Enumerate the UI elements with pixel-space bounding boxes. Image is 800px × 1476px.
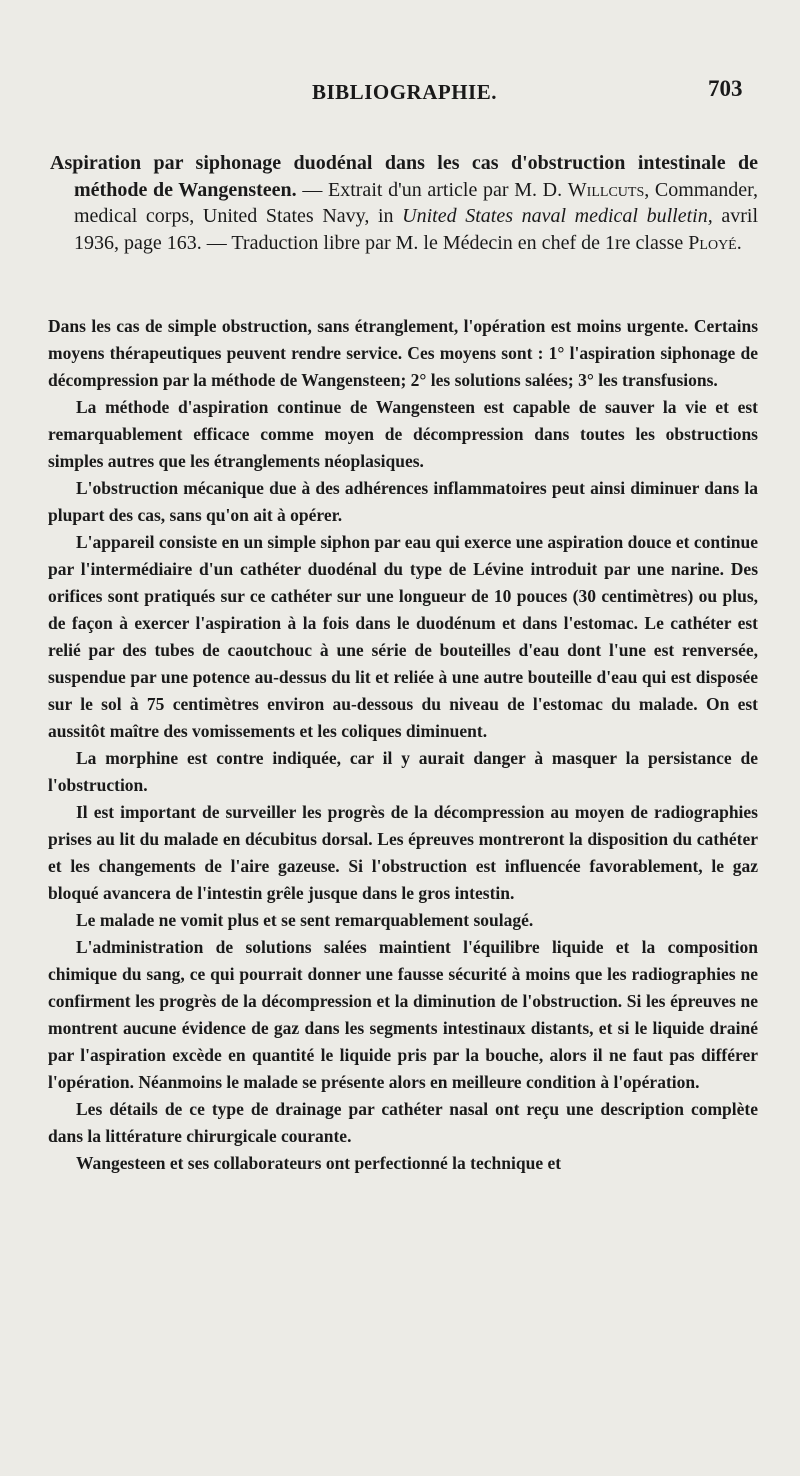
journal-name: United States naval medical bulletin, [402, 205, 713, 228]
paragraph-4: L'appareil consiste en un simple siphon par eau qui exerce une aspiration douce et continue par l'intermédiaire d'un cathéter duodénal du type de Lévine introduit par une narine. Des orifices sont pratiqués sur ce cathéter sur une longueur de 10 pouces (30 centimètres) ou plus, de façon à exercer l'aspiration à la fois dans le duodénum et dans l'estomac. Le cathéter est relié par des tubes de caoutchouc à une série de bouteilles d'eau dont l'une est renversée, suspendue par une potence au-dessus du lit et reliée à une autre bouteille d'eau qui est disposée sur le sol à 75 centimètres environ au-dessous du niveau de l'estomac du malade. On est aussitôt maître des vomissements et les coliques diminuent. [48, 532, 758, 741]
source-tail: avril 1936, page 163. — Traduction libre par M. le Médecin en chef de 1re classe [74, 205, 758, 254]
article-body [48, 313, 758, 1177]
article-citation [50, 150, 758, 256]
page-number: 703 [708, 76, 743, 101]
paragraph-2: La méthode d'aspiration continue de Wangensteen est capable de sauver la vie et est remarquablement efficace comme moyen de décompression dans toutes les obstructions simples autres que les étranglements néoplasiques. [48, 397, 758, 471]
translator-name: Ployé [688, 231, 737, 254]
paragraph-7: Le malade ne vomit plus et se sent remarquablement soulagé. [76, 910, 534, 930]
running-title: BIBLIOGRAPHIE. [312, 80, 497, 104]
source-lead: — Extrait d'un article par M. D. [296, 178, 568, 201]
source-mid: , Commander, medical corps, United States Navy, in [74, 178, 758, 228]
article-title: Aspiration par siphonage duodénal dans les cas d'obstruction intestinale de méthode de Wangensteen. [50, 152, 758, 201]
article-header [50, 150, 758, 256]
paragraph-3: L'obstruction mécanique due à des adhérences inflammatoires peut ainsi diminuer dans la plupart des cas, sans qu'on ait à opérer. [48, 478, 758, 525]
author-name: Willcuts [567, 178, 645, 201]
paragraph-10: Wangesteen et ses collaborateurs ont perfectionné la technique et [76, 1153, 562, 1173]
paragraph-8: L'administration de solutions salées maintient l'équilibre liquide et la composition chimique du sang, ce qui pourrait donner une fausse sécurité à moins que les radiographies ne confirment les progrès de la décompression et la diminution de l'obstruction. Si les épreuves ne montrent aucune évidence de gaz dans les segments intestinaux distants, et si le liquide drainé par l'aspiration excède en quantité le liquide pris par la bouche, alors il ne faut pas différer l'opération. Néanmoins le malade se présente alors en meilleure condition à l'opération. [48, 937, 758, 1092]
paragraph-1: Dans les cas de simple obstruction, sans étranglement, l'opération est moins urgente. Certains moyens thérapeutiques peuvent rendre service. Ces moyens sont : 1° l'aspiration siphonage de décompression par la méthode de Wangensteen; 2° les solutions salées; 3° les transfusions. [48, 316, 758, 390]
paragraph-5: La morphine est contre indiquée, car il y aurait danger à masquer la persistance de l'obstruction. [48, 748, 758, 795]
paragraph-6: Il est important de surveiller les progrès de la décompression au moyen de radiographies prises au lit du malade en décubitus dorsal. Les épreuves montreront la disposition du cathéter et les changements de l'aire gazeuse. Si l'obstruction est influencée favorablement, le gaz bloqué avancera de l'intestin grêle jusque dans le gros intestin. [48, 802, 758, 903]
final-period: . [736, 231, 742, 254]
paragraph-9: Les détails de ce type de drainage par cathéter nasal ont reçu une description complète dans la littérature chirurgicale courante. [48, 1099, 758, 1146]
running-header [0, 74, 800, 108]
